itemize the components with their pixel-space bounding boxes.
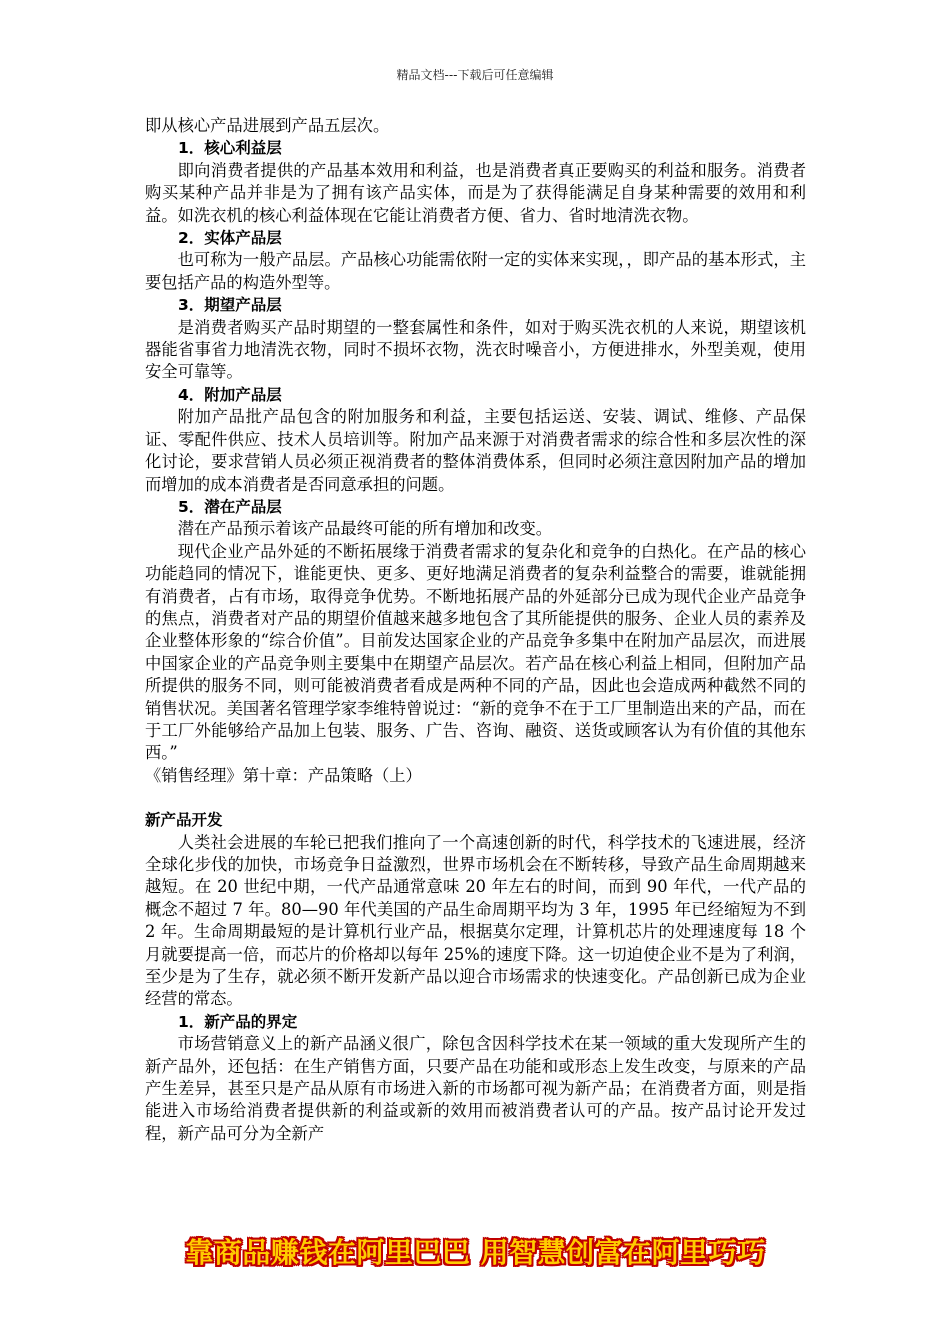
section-heading: 1．新产品的界定 xyxy=(178,1012,298,1031)
chapter-title: 新产品开发 xyxy=(145,811,223,830)
paragraph: 是消费者购买产品时期望的一整套属性和条件，如对于购买洗衣机的人来说，期望该机器能省事省力地清洗衣物，同时不损坏衣物，洗衣时噪音小，方便进排水，外型美观，使用安全可靠等。 xyxy=(145,317,806,382)
paragraph: 现代企业产品外延的不断拓展缘于消费者需求的复杂化和竞争的白热化。在产品的核心功能趋同的情况下，谁能更快、更多、更好地满足消费者的复杂利益整合的需要，谁就能拥有消费者，占有市场，取得竞争优势。不断地拓展产品的外延部分已成为现代企业产品竞争的焦点，消费者对产品的期望价值越来越多地包含了其所能提供的服务、企业人员的素养及企业整体形象的“综合价值”。目前发达国家企业的产品竞争多集中在附加产品层次，而进展中国家企业的产品竞争则主要集中在期望产品层次。若产品在核心利益上相同，但附加产品所提供的服务不同，则可能被消费者看成是两种不同的产品，因此也会造成两种截然不同的销售状况。美国著名管理学家李维特曾说过：“新的竞争不在于工厂里制造出来的产品，而在于工厂外能够给产品加上包装、服务、广告、咨询、融资、送货或顾客认为有价值的其他东西。” xyxy=(145,541,806,763)
section-heading: 2．实体产品层 xyxy=(178,229,282,248)
paragraph: 市场营销意义上的新产品涵义很广，除包含因科学技术在某一领域的重大发现所产生的新产品外，还包括：在生产销售方面，只要产品在功能和或形态上发生改变，与原来的产品产生差异，甚至只是产品从原有市场进入新的市场都可视为新产品；在消费者方面，则是指能进入市场给消费者提供新的利益或新的效用而被消费者认可的产品。按产品讨论开发过程，新产品可分为全新产 xyxy=(145,1034,806,1143)
paragraph: 即向消费者提供的产品基本效用和利益，也是消费者真正要购买的利益和服务。消费者购买某种产品并非是为了拥有该产品实体，而是为了获得能满足自身某种需要的效用和利益。如洗衣机的核心利益体现在它能让消费者方便、省力、省时地清洗衣物。 xyxy=(145,160,806,225)
paragraph: 即从核心产品进展到产品五层次。 xyxy=(145,116,390,135)
section-heading: 3．期望产品层 xyxy=(178,296,282,315)
ad-banner[interactable] xyxy=(145,1233,806,1269)
paragraph: 人类社会进展的车轮已把我们推向了一个高速创新的时代，科学技术的飞速进展，经济全球化步伐的加快，市场竞争日益激烈，世界市场机会在不断转移，导致产品生命周期越来越短。在 20 世纪中期，一代产品通常意味 20 年左右的时间，而到 90 年代，一代产品的概念不超过 7 年。80—90 年代美国的产品生命周期平均为 3 年，1995 年已经缩短为不到 2 年。生命周期最短的是计算机行业产品，根据莫尔定理，计算机芯片的处理速度每 18 个月就要提高一倍，而芯片的价格却以每年 25%的速度下降。这一切迫使企业不是为了利润，至少是为了生存，就必须不断开发新产品以迎合市场需求的快速变化。产品创新已成为企业经营的常态。 xyxy=(145,832,806,1009)
page-header: 精品文档---下载后可任意编辑 xyxy=(396,68,554,82)
paragraph: 附加产品批产品包含的附加服务和利益，主要包括运送、安装、调试、维修、产品保证、零配件供应、技术人员培训等。附加产品来源于对消费者需求的综合性和多层次性的深化讨论，要求营销人员必须正视消费者的整体消费体系，但同时必须注意因附加产品的增加而增加的成本消费者是否同意承担的问题。 xyxy=(145,407,806,494)
paragraph: 也可称为一般产品层。产品核心功能需依附一定的实体来实现，，即产品的基本形式，主要包括产品的构造外型等。 xyxy=(145,250,806,292)
section-heading: 4．附加产品层 xyxy=(178,385,282,404)
section-heading: 1．核心利益层 xyxy=(178,139,282,158)
blank-line xyxy=(145,787,806,809)
paragraph: 潜在产品预示着该产品最终可能的所有增加和改变。 xyxy=(177,519,553,539)
paragraph: 《销售经理》第十章：产品策略（上） xyxy=(145,765,422,785)
ad-banner-text: 靠商品赚钱在阿里巴巴 用智慧创富在阿里巧巧 xyxy=(185,1236,766,1269)
document-body xyxy=(145,115,806,1145)
section-heading: 5．潜在产品层 xyxy=(178,497,282,516)
